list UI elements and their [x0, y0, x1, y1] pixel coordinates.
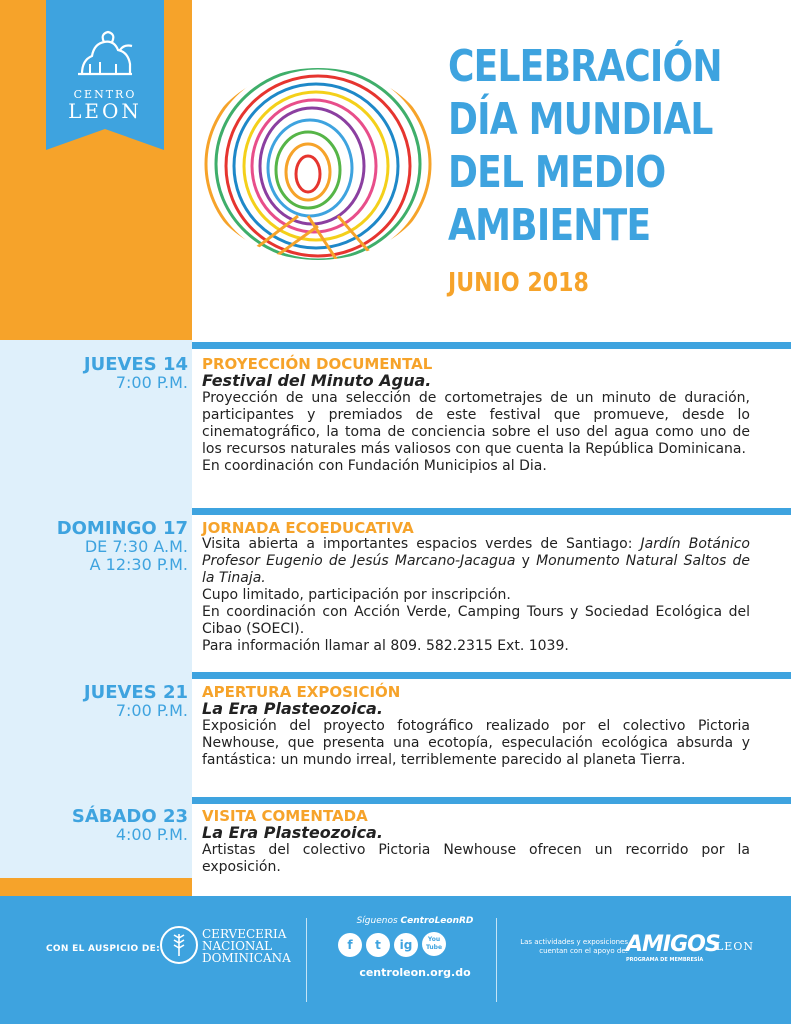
event-title: La Era Plasteozoica.: [202, 699, 383, 718]
event-category: VISITA COMENTADA: [202, 807, 368, 825]
event-category: PROYECCIÓN DOCUMENTAL: [202, 355, 433, 373]
orange-footer-strip: [0, 878, 192, 896]
event-description: Proyección de una selección de cortometrajes de un minuto de duración, participantes y premiados de este festival que promueve, desde lo cinematográfico, la toma de conciencia sobre el uso del agua como uno de los recursos naturales más valiosos con que cuenta la República Dominicana.: [202, 390, 750, 457]
event-category: JORNADA ECOEDUCATIVA: [202, 519, 414, 537]
schedule-date-column: [0, 340, 192, 878]
centro-leon-small-logo[interactable]: LEON: [716, 940, 754, 953]
event-body: [202, 356, 750, 475]
title-line: AMBIENTE: [448, 200, 651, 251]
event-title: La Era Plasteozoica.: [202, 823, 383, 842]
event-divider: [192, 797, 791, 804]
footer-divider: [306, 918, 307, 1002]
event-date: JUEVES 14 7:00 P.M.: [83, 354, 188, 392]
event-description: Artistas del colectivo Pictoria Newhouse ofrecen un recorrido por la exposición.: [202, 842, 750, 875]
amigos-subtitle: PROGRAMA DE MEMBRESÍA: [626, 957, 704, 963]
event-description: Visita abierta a importantes espacios verdes de Santiago: Jardín Botánico Profesor Eugenio de Jesús Marcano-Jacagua y Monumento Natural Saltos de la Tinaja.: [202, 536, 751, 586]
event-divider: [192, 672, 791, 679]
fingerprint-icon: [198, 66, 438, 262]
event-date: JUEVES 21 7:00 P.M.: [83, 682, 188, 720]
event-date: SÁBADO 23 4:00 P.M.: [71, 806, 188, 844]
youtube-icon[interactable]: You Tube: [422, 932, 446, 956]
amigos-logo[interactable]: AMIGOS: [626, 932, 720, 957]
event-contact: Para información llamar al 809. 582.2315 Ext. 1039.: [202, 638, 569, 654]
event-title: Festival del Minuto Agua.: [202, 371, 432, 390]
event-category: APERTURA EXPOSICIÓN: [202, 683, 401, 701]
title-line: CELEBRACIÓN: [448, 41, 722, 92]
event-divider: [192, 342, 791, 349]
logo-line-leon: LEON: [68, 99, 142, 123]
sponsor-name[interactable]: CERVECERIA NACIONAL DOMINICANA: [202, 927, 291, 965]
logo-line-centro: CENTRO: [73, 88, 137, 101]
event-body: [202, 684, 750, 769]
support-note: Las actividades y exposiciones cuentan con el apoyo de:: [520, 938, 628, 955]
footer-divider: [496, 918, 497, 1002]
instagram-icon[interactable]: ig: [394, 933, 418, 957]
event-divider: [192, 508, 791, 515]
facebook-icon[interactable]: f: [338, 933, 362, 957]
title-line: DÍA MUNDIAL: [448, 94, 713, 145]
twitter-icon[interactable]: t: [366, 933, 390, 957]
website-link[interactable]: centroleon.org.do: [359, 966, 471, 979]
wheat-icon: [160, 926, 198, 964]
subtitle-date: JUNIO 2018: [448, 268, 589, 298]
event-body: [202, 520, 750, 655]
sponsor-label: CON EL AUSPICIO DE:: [46, 944, 161, 954]
page-title: [448, 40, 722, 252]
event-capacity-note: Cupo limitado, participación por inscripción.: [202, 587, 511, 603]
follow-us-label: Síguenos CentroLeonRD: [356, 916, 474, 926]
title-line: DEL MEDIO: [448, 147, 666, 198]
event-note: En coordinación con Fundación Municipios al Dia.: [202, 458, 547, 474]
event-date: DOMINGO 17 DE 7:30 A.M. A 12:30 P.M.: [56, 518, 188, 574]
social-links: [338, 932, 450, 957]
event-description: Exposición del proyecto fotográfico realizado por el colectivo Pictoria Newhouse, que presenta una ecotopía, especulación ecológica absurda y fantástica: un mundo irreal, terriblemente parecido al planeta Tierra.: [202, 718, 750, 768]
lion-icon: [72, 30, 138, 78]
event-body: [202, 808, 750, 876]
event-note: En coordinación con Acción Verde, Camping Tours y Sociedad Ecológica del Cibao (SOECI).: [202, 604, 750, 637]
footer: [0, 896, 791, 1024]
